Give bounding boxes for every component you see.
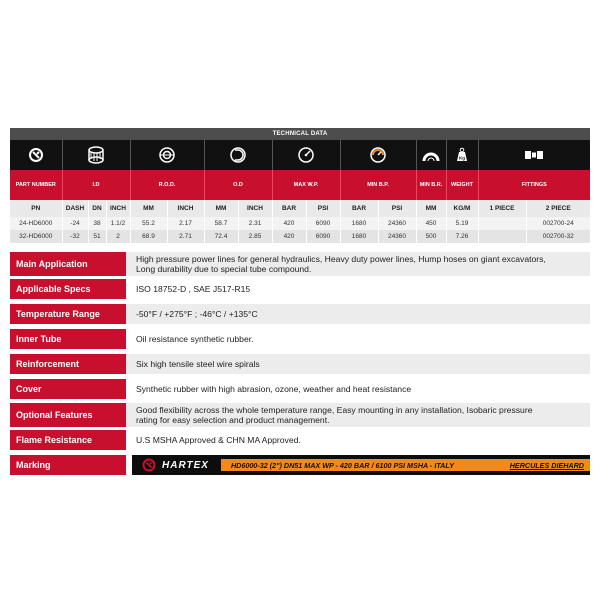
table-cell: 58.7 <box>204 217 238 230</box>
spec-temperature-range <box>10 304 590 324</box>
spec-cover <box>10 379 590 399</box>
unit-cell: KG/M <box>446 200 478 217</box>
spec-label: Inner Tube <box>10 329 126 349</box>
spec-label: Cover <box>10 379 126 399</box>
hose-marking-strip <box>132 455 590 475</box>
unit-cell: PSI <box>378 200 416 217</box>
spec-value: ISO 18752-D , SAE J517-R15 <box>136 284 251 294</box>
unit-cell: MM <box>204 200 238 217</box>
spec-value-line: High pressure power lines for general hydraulics, Heavy duty power lines, Hump hoses on giant excavators, <box>136 254 546 264</box>
spec-reinforcement <box>10 354 590 374</box>
bend-arc-icon <box>416 140 446 170</box>
header-rod: R.O.D. <box>130 170 204 200</box>
header-weight: WEIGHT <box>446 170 478 200</box>
table-cell: 5.19 <box>446 217 478 230</box>
table-cell: 2.17 <box>167 217 204 230</box>
table-row <box>10 217 590 230</box>
spec-value: U.S MSHA Approved & CHN MA Approved. <box>136 435 301 445</box>
spec-main-application <box>10 252 590 276</box>
burst-gauge-icon <box>340 140 416 170</box>
outer-diameter-icon <box>130 140 204 170</box>
header-min-br: MIN B.R. <box>416 170 446 200</box>
table-title: TECHNICAL DATA <box>10 128 590 140</box>
table-cell: 1680 <box>340 230 378 243</box>
spec-value-line: Good flexibility across the whole temperature range, Easy mounting in any installation, Isobaric pressure <box>136 405 533 415</box>
header-min-bp: MIN B.P. <box>340 170 416 200</box>
unit-cell: PN <box>10 200 62 217</box>
svg-text:Kg: Kg <box>459 155 465 161</box>
spec-applicable-specs <box>10 279 590 299</box>
table-cell: 1680 <box>340 217 378 230</box>
table-cell: 7.26 <box>446 230 478 243</box>
spec-value <box>126 252 590 276</box>
fittings-icon <box>478 140 590 170</box>
unit-cell: DASH <box>62 200 88 217</box>
header-id: I.D <box>62 170 130 200</box>
table-cell: 6090 <box>306 217 340 230</box>
table-cell: 38 <box>88 217 106 230</box>
table-cell: 6090 <box>306 230 340 243</box>
spec-value: Six high tensile steel wire spirals <box>126 354 590 374</box>
marking-print-text: HD6000-32 (2") DN51 MAX WP - 420 BAR / 6100 PSI MSHA - ITALY <box>230 460 455 470</box>
spec-value <box>126 403 590 427</box>
spec-optional-features <box>10 403 590 427</box>
table-cell: 002700-24 <box>526 217 590 230</box>
spec-label: Marking <box>10 455 126 475</box>
unit-cell: DN <box>88 200 106 217</box>
table-cell: 32-HD6000 <box>10 230 62 243</box>
table-cell: 500 <box>416 230 446 243</box>
table-cell: 55.2 <box>130 217 167 230</box>
header-od: O.D <box>204 170 272 200</box>
hartex-logo-icon <box>142 458 156 472</box>
table-cell: 002700-32 <box>526 230 590 243</box>
spec-flame-resistance <box>10 430 590 450</box>
spec-value: -50°F / +275°F ; -46°C / +135°C <box>126 304 590 324</box>
header-fittings: FITTINGS <box>478 170 590 200</box>
table-cell: -32 <box>62 230 88 243</box>
bend-radius-icon <box>204 140 272 170</box>
spec-value: Oil resistance synthetic rubber. <box>136 334 254 344</box>
spec-label: Applicable Specs <box>10 279 126 299</box>
spec-inner-tube <box>10 329 590 349</box>
table-cell: 24-HD6000 <box>10 217 62 230</box>
technical-data-sheet <box>10 128 590 243</box>
unit-cell: MM <box>130 200 167 217</box>
table-row <box>10 230 590 243</box>
table-cell: 2.71 <box>167 230 204 243</box>
table-cell: 24360 <box>378 230 416 243</box>
header-part-number: PART NUMBER <box>10 170 62 200</box>
spec-label: Optional Features <box>10 403 126 427</box>
unit-cell: INCH <box>167 200 204 217</box>
spec-value-line: Long durability due to special tube compound. <box>136 264 312 274</box>
unit-cell: PSI <box>306 200 340 217</box>
table-cell: 68.9 <box>130 230 167 243</box>
table-cell: -24 <box>62 217 88 230</box>
unit-cell: BAR <box>340 200 378 217</box>
table-cell: 420 <box>272 217 306 230</box>
marking-product-name: HERCULES DIEHARD <box>509 460 584 470</box>
spec-label: Temperature Range <box>10 304 126 324</box>
spec-value: Synthetic rubber with high abrasion, ozone, weather and heat resistance <box>136 384 412 394</box>
spec-value-line: rating for easy selection and product management. <box>136 415 330 425</box>
spec-label: Reinforcement <box>10 354 126 374</box>
technical-data-table <box>10 140 590 243</box>
unit-cell: MM <box>416 200 446 217</box>
unit-cell: 2 PIECE <box>526 200 590 217</box>
table-cell: 2.31 <box>238 217 272 230</box>
table-cell: 24360 <box>378 217 416 230</box>
table-cell <box>478 230 526 243</box>
weight-icon <box>446 140 478 170</box>
table-cell: 72.4 <box>204 230 238 243</box>
table-cell: 51 <box>88 230 106 243</box>
table-cell: 450 <box>416 217 446 230</box>
pressure-gauge-icon <box>272 140 340 170</box>
spec-label: Main Application <box>10 252 126 276</box>
marking-print-band <box>221 459 590 471</box>
table-cell: 1.1/2 <box>106 217 130 230</box>
unit-cell: 1 PIECE <box>478 200 526 217</box>
unit-cell: BAR <box>272 200 306 217</box>
table-cell: 420 <box>272 230 306 243</box>
spec-marking <box>10 455 590 475</box>
unit-cell: INCH <box>106 200 130 217</box>
table-cell: 2 <box>106 230 130 243</box>
spec-label: Flame Resistance <box>10 430 126 450</box>
table-cell <box>478 217 526 230</box>
hose-fitting-icon <box>10 140 62 170</box>
brand-name: HARTEX <box>162 459 209 471</box>
header-max-wp: MAX W.P. <box>272 170 340 200</box>
hose-end-icon <box>62 140 130 170</box>
table-cell: 2.85 <box>238 230 272 243</box>
unit-cell: INCH <box>238 200 272 217</box>
